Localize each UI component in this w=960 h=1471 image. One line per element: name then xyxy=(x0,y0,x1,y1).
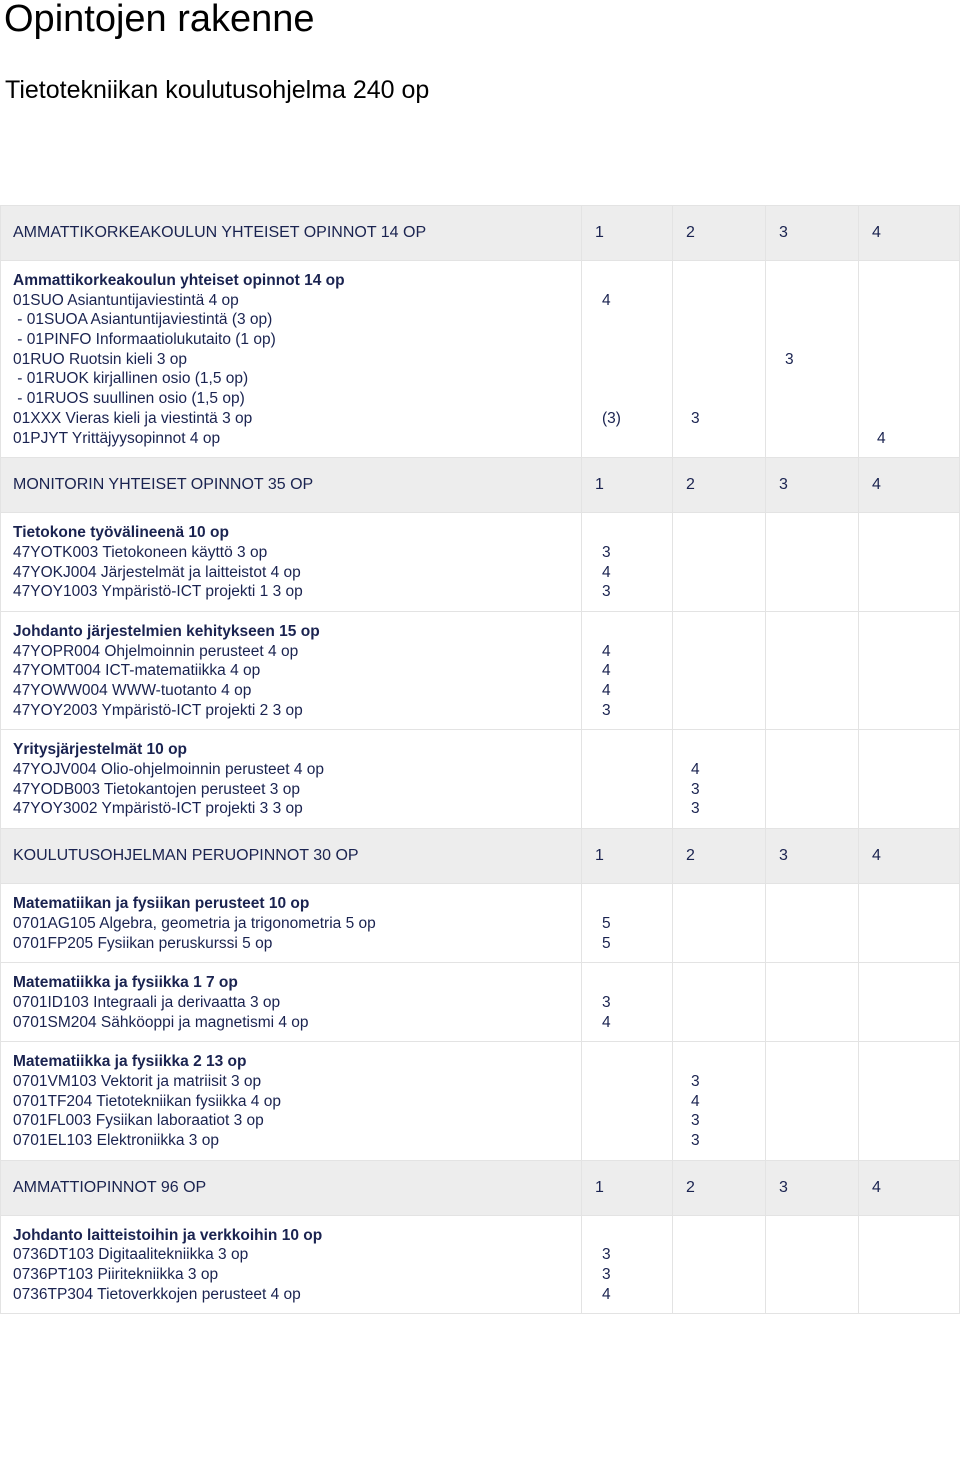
credit-value xyxy=(785,543,858,563)
credit-value xyxy=(877,1092,959,1112)
credit-value: (3) xyxy=(602,409,621,427)
credit-cell xyxy=(859,261,960,458)
credit-spacer xyxy=(877,523,959,543)
course-line: - 01PINFO Informaatiolukutaito (1 op) xyxy=(13,331,276,349)
credit-value xyxy=(785,291,858,311)
period-column-header: 1 xyxy=(582,1160,673,1215)
credit-spacer xyxy=(877,1052,959,1072)
credit-spacer xyxy=(602,740,672,760)
credit-spacer xyxy=(785,973,858,993)
credit-value: 4 xyxy=(602,662,611,680)
credit-spacer xyxy=(691,973,765,993)
credit-spacer xyxy=(691,622,765,642)
credit-spacer xyxy=(602,1052,672,1072)
credit-cell xyxy=(859,963,960,1042)
course-group-cell xyxy=(1,1042,582,1160)
credit-value xyxy=(691,582,765,602)
credit-value xyxy=(785,1013,858,1033)
credit-value xyxy=(877,993,959,1013)
credit-value xyxy=(691,389,765,409)
credit-value xyxy=(691,1285,765,1305)
credit-spacer xyxy=(691,523,765,543)
course-group-row xyxy=(1,1215,960,1314)
credit-value: 3 xyxy=(602,701,611,719)
credit-spacer xyxy=(785,523,858,543)
course-line: 47YOY3002 Ympäristö-ICT projekti 3 3 op xyxy=(13,800,303,818)
credit-value: 3 xyxy=(691,1132,700,1149)
course-line: 0701VM103 Vektorit ja matriisit 3 op xyxy=(13,1072,262,1090)
credit-value xyxy=(602,1111,672,1131)
credit-cell xyxy=(673,513,766,612)
period-column-header: 1 xyxy=(582,829,673,884)
credit-value: 3 xyxy=(602,993,611,1011)
credit-value xyxy=(691,1013,765,1033)
credit-value xyxy=(877,760,959,780)
group-title: Matematiikan ja fysiikan perusteet 10 op xyxy=(13,895,310,913)
credit-value xyxy=(877,1111,959,1131)
credit-spacer xyxy=(877,1226,959,1246)
course-group-cell xyxy=(1,261,582,458)
page-title: Opintojen rakenne xyxy=(4,0,315,40)
credit-spacer xyxy=(877,622,959,642)
course-line: 01RUO Ruotsin kieli 3 op xyxy=(13,350,188,368)
course-line: 47YOPR004 Ohjelmoinnin perusteet 4 op xyxy=(13,642,299,660)
credit-value xyxy=(785,701,858,721)
credit-spacer xyxy=(785,740,858,760)
credit-value xyxy=(602,350,672,370)
credit-spacer xyxy=(785,1226,858,1246)
course-group-cell xyxy=(1,513,582,612)
credit-cell xyxy=(766,513,859,612)
credit-value: 4 xyxy=(691,1092,700,1110)
credit-spacer xyxy=(691,1052,765,1072)
credit-value xyxy=(691,310,765,330)
course-line: 01PJYT Yrittäjyysopinnot 4 op xyxy=(13,429,221,447)
credit-value xyxy=(785,993,858,1013)
credit-value xyxy=(877,330,959,350)
credit-value xyxy=(602,429,672,449)
period-column-header: 3 xyxy=(766,1160,859,1215)
credit-value xyxy=(785,389,858,409)
credit-cell xyxy=(582,730,673,829)
credit-cell xyxy=(673,1215,766,1314)
course-line: 0701ID103 Integraali ja derivaatta 3 op xyxy=(13,993,281,1011)
credit-value xyxy=(785,760,858,780)
credit-spacer xyxy=(785,894,858,914)
credit-value xyxy=(602,1092,672,1112)
course-line: - 01RUOK kirjallinen osio (1,5 op) xyxy=(13,370,249,388)
credit-value xyxy=(691,1265,765,1285)
period-column-header: 2 xyxy=(673,206,766,261)
credit-value xyxy=(877,642,959,662)
credit-value xyxy=(785,799,858,819)
credit-value: 5 xyxy=(602,934,611,952)
credit-value xyxy=(785,1111,858,1131)
credit-value xyxy=(877,1131,959,1151)
period-column-header: 2 xyxy=(673,829,766,884)
group-title: Ammattikorkeakoulun yhteiset opinnot 14 op xyxy=(13,272,345,289)
credit-value: 4 xyxy=(602,642,611,660)
credit-cell xyxy=(859,730,960,829)
credit-value xyxy=(785,330,858,350)
credit-value xyxy=(602,799,672,819)
section-header-row xyxy=(1,206,960,261)
course-line: 47YOY2003 Ympäristö-ICT projekti 2 3 op xyxy=(13,701,303,719)
credit-value xyxy=(877,543,959,563)
credit-cell xyxy=(766,1215,859,1314)
credit-value xyxy=(785,934,858,954)
credit-value xyxy=(691,1245,765,1265)
credit-value: 3 xyxy=(602,543,611,561)
course-group-cell xyxy=(1,1215,582,1314)
period-column-header: 1 xyxy=(582,206,673,261)
credit-value xyxy=(877,934,959,954)
credit-value xyxy=(691,291,765,311)
period-column-header: 3 xyxy=(766,206,859,261)
credit-value xyxy=(877,582,959,602)
credit-value xyxy=(691,642,765,662)
credit-value xyxy=(877,780,959,800)
credit-value xyxy=(602,760,672,780)
period-column-header: 1 xyxy=(582,458,673,513)
period-column-header: 3 xyxy=(766,458,859,513)
credit-value: 5 xyxy=(602,914,611,932)
credit-value: 4 xyxy=(602,291,611,309)
credit-cell xyxy=(582,1042,673,1160)
credit-value xyxy=(877,369,959,389)
credit-value: 3 xyxy=(602,1266,611,1284)
period-column-header: 4 xyxy=(859,458,960,513)
credit-value xyxy=(785,642,858,662)
course-line: 47YOJV004 Olio-ohjelmoinnin perusteet 4 op xyxy=(13,761,325,779)
course-line: 47YOTK003 Tietokoneen käyttö 3 op xyxy=(13,543,268,561)
credit-cell xyxy=(582,611,673,729)
course-group-row xyxy=(1,1042,960,1160)
course-line: 0701TF204 Tietotekniikan fysiikka 4 op xyxy=(13,1092,281,1110)
credit-value xyxy=(691,934,765,954)
credit-cell xyxy=(673,1042,766,1160)
course-line: 47YOMT004 ICT-matematiikka 4 op xyxy=(13,662,261,680)
credit-spacer xyxy=(602,622,672,642)
credit-spacer xyxy=(691,740,765,760)
credit-value xyxy=(602,310,672,330)
credit-cell xyxy=(766,884,859,963)
credit-cell xyxy=(766,963,859,1042)
group-title: Yritysjärjestelmät 10 op xyxy=(13,741,188,759)
credit-value xyxy=(877,681,959,701)
course-group-row xyxy=(1,963,960,1042)
period-column-header: 2 xyxy=(673,458,766,513)
credit-value xyxy=(877,291,959,311)
credit-value xyxy=(691,993,765,1013)
group-title: Tietokone työvälineenä 10 op xyxy=(13,524,229,542)
course-line: 0701FP205 Fysiikan peruskurssi 5 op xyxy=(13,934,273,952)
course-line: 0736DT103 Digitaalitekniikka 3 op xyxy=(13,1246,249,1264)
course-group-row xyxy=(1,261,960,458)
credit-value xyxy=(785,1131,858,1151)
credit-cell xyxy=(673,730,766,829)
study-structure-table xyxy=(0,205,960,1314)
course-group-cell xyxy=(1,730,582,829)
credit-value: 4 xyxy=(602,563,611,581)
credit-value: 4 xyxy=(602,1013,611,1031)
credit-cell xyxy=(673,884,766,963)
period-column-header: 4 xyxy=(859,206,960,261)
course-line: 0736TP304 Tietoverkkojen perusteet 4 op xyxy=(13,1285,301,1303)
course-line: 0701FL003 Fysiikan laboraatiot 3 op xyxy=(13,1112,264,1130)
credit-value: 3 xyxy=(691,1072,700,1090)
period-column-header: 2 xyxy=(673,1160,766,1215)
section-heading: AMMATTIOPINNOT 96 OP xyxy=(1,1160,582,1215)
credit-value: 3 xyxy=(691,800,700,818)
table-body xyxy=(1,206,960,1314)
course-group-cell xyxy=(1,884,582,963)
credit-cell xyxy=(582,884,673,963)
credit-value xyxy=(785,1265,858,1285)
credit-value xyxy=(877,1072,959,1092)
credit-value xyxy=(877,350,959,370)
credit-value xyxy=(785,1285,858,1305)
credit-value xyxy=(785,1092,858,1112)
credit-value xyxy=(785,914,858,934)
credit-value xyxy=(877,661,959,681)
credit-value xyxy=(877,1245,959,1265)
credit-value xyxy=(785,1072,858,1092)
credit-cell xyxy=(766,1042,859,1160)
period-column-header: 3 xyxy=(766,829,859,884)
credit-value xyxy=(691,330,765,350)
section-header-row xyxy=(1,1160,960,1215)
section-header-row xyxy=(1,829,960,884)
course-line: 47YOWW004 WWW-tuotanto 4 op xyxy=(13,682,252,699)
credit-cell xyxy=(859,884,960,963)
course-group-cell xyxy=(1,611,582,729)
credit-value xyxy=(877,389,959,409)
credit-value xyxy=(785,429,858,449)
credit-spacer xyxy=(602,523,672,543)
credit-value xyxy=(602,389,672,409)
course-group-row xyxy=(1,611,960,729)
credit-value xyxy=(691,429,765,449)
credit-value xyxy=(785,310,858,330)
credit-value xyxy=(691,350,765,370)
credit-spacer xyxy=(877,894,959,914)
group-title: Matematiikka ja fysiikka 2 13 op xyxy=(13,1053,247,1071)
section-header-row xyxy=(1,458,960,513)
page-subtitle: Tietotekniikan koulutusohjelma 240 op xyxy=(5,76,430,104)
period-column-header: 4 xyxy=(859,1160,960,1215)
course-line: 47YOY1003 Ympäristö-ICT projekti 1 3 op xyxy=(13,583,303,601)
credit-value xyxy=(691,543,765,563)
credit-value xyxy=(785,582,858,602)
credit-value xyxy=(691,914,765,934)
credit-value xyxy=(877,310,959,330)
credit-value xyxy=(785,369,858,389)
credit-spacer xyxy=(602,1226,672,1246)
credit-cell xyxy=(582,513,673,612)
credit-value xyxy=(691,701,765,721)
credit-value: 4 xyxy=(877,429,886,447)
credit-value: 3 xyxy=(691,1112,700,1130)
credit-spacer xyxy=(691,1226,765,1246)
course-group-cell xyxy=(1,963,582,1042)
credit-cell xyxy=(673,261,766,458)
credit-spacer xyxy=(691,894,765,914)
credit-cell xyxy=(859,1042,960,1160)
credit-value xyxy=(785,661,858,681)
credit-value: 4 xyxy=(691,761,700,779)
course-line: 0736PT103 Piiritekniikka 3 op xyxy=(13,1266,219,1284)
credit-cell xyxy=(766,730,859,829)
credit-value xyxy=(877,1013,959,1033)
credit-value: 3 xyxy=(602,1246,611,1264)
credit-value: 3 xyxy=(785,350,794,368)
credit-cell xyxy=(582,963,673,1042)
credit-spacer xyxy=(785,622,858,642)
credit-cell xyxy=(766,611,859,729)
course-line: 01SUO Asiantuntijaviestintä 4 op xyxy=(13,291,239,309)
credit-cell xyxy=(582,1215,673,1314)
credit-value xyxy=(785,563,858,583)
credit-value: 3 xyxy=(602,583,611,601)
credit-cell xyxy=(673,611,766,729)
course-line: 0701SM204 Sähköoppi ja magnetismi 4 op xyxy=(13,1013,309,1031)
credit-spacer xyxy=(602,973,672,993)
credit-value xyxy=(877,914,959,934)
credit-spacer xyxy=(877,271,959,291)
course-group-row xyxy=(1,884,960,963)
credit-value xyxy=(602,780,672,800)
course-group-row xyxy=(1,730,960,829)
credit-value: 3 xyxy=(691,780,700,798)
section-heading: KOULUTUSOHJELMAN PERUOPINNOT 30 OP xyxy=(1,829,582,884)
group-title: Matematiikka ja fysiikka 1 7 op xyxy=(13,974,238,992)
credit-spacer xyxy=(877,740,959,760)
credit-value xyxy=(602,369,672,389)
credit-value xyxy=(877,409,959,429)
credit-cell xyxy=(859,1215,960,1314)
credit-value xyxy=(785,780,858,800)
credit-spacer xyxy=(877,973,959,993)
credit-value: 4 xyxy=(602,1285,611,1303)
section-heading: AMMATTIKORKEAKOULUN YHTEISET OPINNOT 14 OP xyxy=(1,206,582,261)
credit-value: 4 xyxy=(602,682,611,699)
group-title: Johdanto laitteistoihin ja verkkoihin 10 op xyxy=(13,1226,323,1244)
credit-value xyxy=(785,681,858,701)
credit-spacer xyxy=(785,271,858,291)
credit-value xyxy=(877,1285,959,1305)
credit-value xyxy=(691,563,765,583)
credit-value xyxy=(877,563,959,583)
credit-value xyxy=(691,661,765,681)
credit-value xyxy=(785,409,858,429)
credit-cell xyxy=(766,261,859,458)
credit-value xyxy=(602,1131,672,1151)
credit-value xyxy=(877,1265,959,1285)
course-line: - 01SUOA Asiantuntijaviestintä (3 op) xyxy=(13,311,273,329)
credit-cell xyxy=(673,963,766,1042)
credit-value xyxy=(602,1072,672,1092)
credit-value xyxy=(691,369,765,389)
course-line: 0701EL103 Elektroniikka 3 op xyxy=(13,1132,219,1149)
credit-value xyxy=(877,799,959,819)
credit-cell xyxy=(859,513,960,612)
period-column-header: 4 xyxy=(859,829,960,884)
credit-spacer xyxy=(602,894,672,914)
course-line: - 01RUOS suullinen osio (1,5 op) xyxy=(13,390,245,408)
course-line: 47YODB003 Tietokantojen perusteet 3 op xyxy=(13,780,300,798)
course-line: 0701AG105 Algebra, geometria ja trigonometria 5 op xyxy=(13,914,376,932)
credit-spacer xyxy=(785,1052,858,1072)
course-line: 47YOKJ004 Järjestelmät ja laitteistot 4 op xyxy=(13,563,301,581)
credit-value xyxy=(691,681,765,701)
credit-value: 3 xyxy=(691,409,700,427)
credit-value xyxy=(602,330,672,350)
credit-value xyxy=(785,1245,858,1265)
credit-cell xyxy=(859,611,960,729)
credit-spacer xyxy=(691,271,765,291)
credit-value xyxy=(877,701,959,721)
group-title: Johdanto järjestelmien kehitykseen 15 op xyxy=(13,622,320,640)
course-group-row xyxy=(1,513,960,612)
credit-spacer xyxy=(602,271,672,291)
section-heading: MONITORIN YHTEISET OPINNOT 35 OP xyxy=(1,458,582,513)
course-line: 01XXX Vieras kieli ja viestintä 3 op xyxy=(13,409,253,427)
credit-cell xyxy=(582,261,673,458)
